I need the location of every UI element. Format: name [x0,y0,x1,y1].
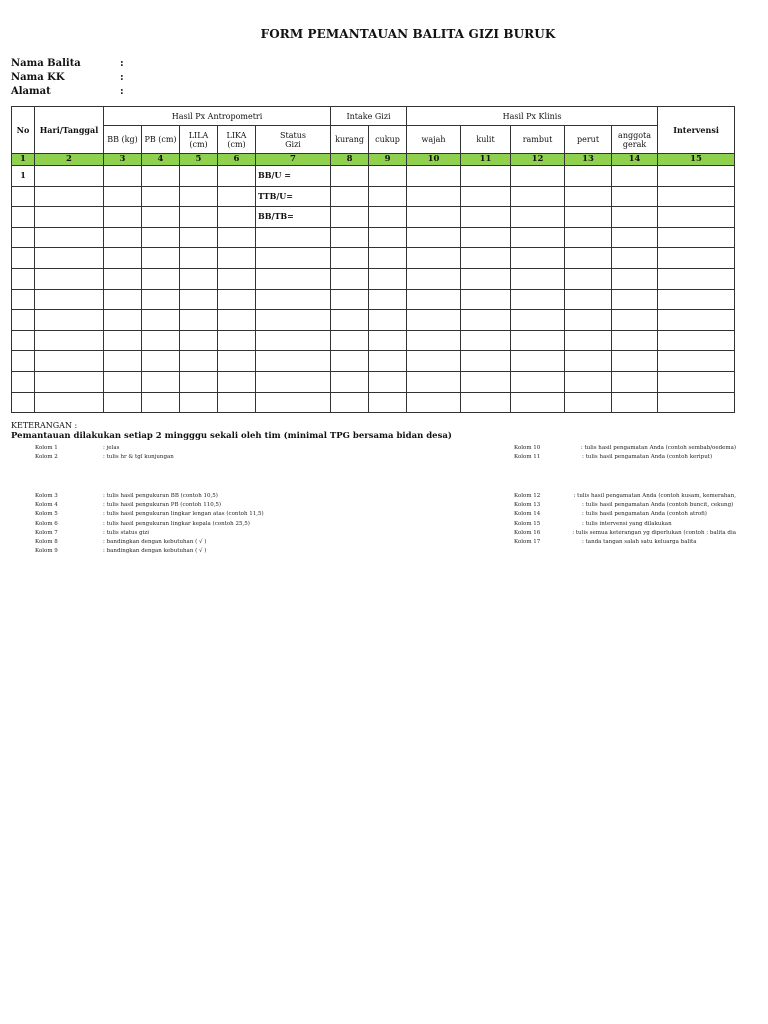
legend-value: : tulis semua keterangan yg diperlukan (contoh : balita dia [572,529,736,536]
legend-item [35,492,264,501]
header-intervensi: Intervensi [658,107,735,154]
legend-value: : tulis hasil pengukuran lingkar lengan atas (contoh 11,5) [103,511,264,518]
table-cell [35,392,104,413]
table-cell [658,227,735,248]
table-cell [218,392,256,413]
status-gizi-cell [256,289,331,310]
legend-item [35,501,264,510]
legend-item [514,529,736,538]
column-number: 5 [180,154,218,166]
table-cell [407,207,461,228]
legend-value: : tulis intervensi yang dilakukan [582,520,672,527]
table-cell [180,310,218,331]
table-row [12,186,735,207]
table-cell [511,227,565,248]
monitoring-table [11,106,735,413]
table-cell [461,330,511,351]
table-cell [35,166,104,187]
table-cell [565,330,612,351]
legend-item [514,444,736,453]
table-cell [565,166,612,187]
row-number-cell [12,207,35,228]
legend-key: Kolom 16 [514,529,541,536]
column-number: 15 [658,154,735,166]
legend-item [514,453,736,462]
table-cell [35,207,104,228]
table-cell [331,392,369,413]
table-cell [218,310,256,331]
table-cell [218,186,256,207]
legend-item [35,510,264,519]
table-cell [565,227,612,248]
table-cell [658,186,735,207]
table-cell [565,351,612,372]
table-cell [565,310,612,331]
table-cell [612,310,658,331]
column-number: 2 [35,154,104,166]
table-cell [180,371,218,392]
table-cell [369,227,407,248]
table-cell [511,207,565,228]
table-cell [612,330,658,351]
table-cell [35,227,104,248]
table-cell [180,392,218,413]
header-date: Hari/Tanggal [35,107,104,154]
keterangan-block [11,420,452,442]
table-cell [104,289,142,310]
table-cell [511,310,565,331]
row-number-cell [12,371,35,392]
table-cell [104,310,142,331]
table-cell [565,268,612,289]
legend-value: : tulis hasil pengamatan Anda (contoh kusam, kemerahan, [573,493,736,499]
table-cell [612,289,658,310]
table-cell [369,351,407,372]
table-body [12,166,735,413]
legend-left-top [35,444,174,462]
table-cell [407,330,461,351]
status-gizi-cell [256,330,331,351]
legend-item [35,453,174,462]
table-cell [565,371,612,392]
table-cell [142,227,180,248]
legend-value: : tanda tangan salah satu keluarga balita [582,539,697,546]
table-cell [658,289,735,310]
table-cell [218,268,256,289]
table-cell [331,330,369,351]
table-row [12,351,735,372]
legend-value: : bandingkan dengan kebutuhan ( √ ) [103,539,207,546]
status-gizi-cell [256,392,331,413]
table-cell [180,289,218,310]
table-cell [218,166,256,187]
row-number-cell [12,186,35,207]
status-gizi-cell [256,371,331,392]
legend-key: Kolom 14 [514,511,541,518]
table-cell [461,186,511,207]
status-gizi-cell [256,227,331,248]
legend-key: Kolom 10 [514,445,541,451]
table-cell [331,351,369,372]
legend-value: : jelas [103,445,120,451]
legend-key: Kolom 6 [35,520,58,527]
header-no: No [12,107,35,154]
legend-item [514,492,736,501]
legend-item [35,520,264,529]
identity-colon: : [120,58,124,69]
keterangan-heading: KETERANGAN : [11,421,78,430]
form-title: FORM PEMANTAUAN BALITA GIZI BURUK [260,27,556,41]
table-cell [658,371,735,392]
table-cell [369,371,407,392]
table-cell [142,268,180,289]
table-cell [658,392,735,413]
table-cell [565,392,612,413]
legend-item [35,529,264,538]
table-cell [658,310,735,331]
table-cell [407,227,461,248]
table-row [12,248,735,269]
legend-value: : tulis status gizi [103,529,150,536]
row-number-cell [12,310,35,331]
legend-key: Kolom 11 [514,454,541,461]
legend-key: Kolom 7 [35,529,58,536]
table-row [12,227,735,248]
table-cell [35,351,104,372]
table-cell [461,227,511,248]
column-number: 14 [612,154,658,166]
legend-right-bottom [514,492,736,547]
header-cukup: cukup [369,126,407,154]
table-cell [142,330,180,351]
legend-key: Kolom 1 [35,445,58,451]
table-cell [658,166,735,187]
legend-value: : tulis hasil pengamatan Anda (contoh buncit, cekung) [582,502,734,509]
table-cell [407,392,461,413]
legend-item [514,510,736,519]
legend-value: : tulis hasil pengamatan Anda (contoh atrofi) [582,511,707,518]
table-cell [612,186,658,207]
table-cell [104,248,142,269]
table-row [12,371,735,392]
table-cell [218,248,256,269]
table-cell [331,207,369,228]
table-cell [612,227,658,248]
header-row-columns [12,126,735,154]
identity-label: Nama KK [11,72,65,83]
table-cell [369,289,407,310]
table-cell [180,207,218,228]
table-cell [142,310,180,331]
table-cell [369,166,407,187]
header-intake: Intake Gizi [331,107,407,126]
column-number: 3 [104,154,142,166]
table-cell [180,351,218,372]
header-klinis: Hasil Px Klinis [407,107,658,126]
header-wajah: wajah [407,126,461,154]
identity-row-alamat [11,85,124,99]
table-cell [218,207,256,228]
table-cell [331,371,369,392]
identity-row-nama-kk [11,71,124,85]
table-cell [331,166,369,187]
table-cell [142,371,180,392]
table-cell [331,186,369,207]
table-cell [369,310,407,331]
column-number-row [12,154,735,166]
table-cell [331,248,369,269]
legend-key: Kolom 17 [514,539,541,546]
row-number-cell [12,392,35,413]
table-cell [369,207,407,228]
table-cell [331,227,369,248]
header-row-groups [12,107,735,126]
legend-key: Kolom 3 [35,493,58,499]
table-cell [180,330,218,351]
header-lika: LIKA (cm) [218,126,256,154]
table-cell [612,248,658,269]
header-bb: BB (kg) [104,126,142,154]
row-number-cell [12,289,35,310]
table-cell [511,371,565,392]
identity-block [11,57,124,99]
table-cell [658,351,735,372]
legend-key: Kolom 9 [35,548,58,555]
table-cell [511,330,565,351]
table-cell [612,207,658,228]
keterangan-note: Pemantauan dilakukan setiap 2 mingggu sekali oleh tim (minimal TPG bersama bidan desa) [11,431,452,441]
table-cell [461,166,511,187]
row-number-cell [12,268,35,289]
table-cell [218,351,256,372]
legend-item [514,538,736,547]
legend-value: : tulis hasil pengukuran BB (contoh 10,5) [103,493,218,499]
table-cell [511,392,565,413]
table-cell [461,248,511,269]
legend-item [35,538,264,547]
status-gizi-cell [256,248,331,269]
table-cell [35,330,104,351]
table-cell [407,166,461,187]
table-cell [218,330,256,351]
table-cell [461,351,511,372]
table-cell [658,207,735,228]
table-cell [407,351,461,372]
table-cell [407,371,461,392]
header-antropometri: Hasil Px Antropometri [104,107,331,126]
table-row [12,207,735,228]
table-cell [104,186,142,207]
row-number-cell [12,227,35,248]
table-cell [612,268,658,289]
table-cell [612,166,658,187]
legend-value: : tulis hr & tgl kunjungan [103,454,174,461]
row-number-cell [12,351,35,372]
table-cell [658,248,735,269]
status-gizi-cell: BB/TB= [256,207,331,228]
table-cell [511,351,565,372]
table-cell [511,166,565,187]
column-number: 4 [142,154,180,166]
table-cell [104,371,142,392]
column-number: 7 [256,154,331,166]
table-cell [565,186,612,207]
table-cell [511,248,565,269]
table-cell [331,289,369,310]
legend-key: Kolom 4 [35,502,58,509]
table-cell [142,186,180,207]
identity-row-nama-balita [11,57,124,71]
legend-value: : bandingkan dengan kebutuhan ( √ ) [103,548,207,555]
table-cell [461,289,511,310]
table-cell [369,248,407,269]
table-cell [331,310,369,331]
header-kurang: kurang [331,126,369,154]
table-cell [511,289,565,310]
legend-item [514,520,736,529]
table-cell [369,330,407,351]
legend-item [35,444,174,453]
table-cell [565,248,612,269]
identity-colon: : [120,72,124,83]
table-cell [104,392,142,413]
identity-label: Nama Balita [11,58,81,69]
header-lila: LILA (cm) [180,126,218,154]
table-cell [612,371,658,392]
legend-key: Kolom 8 [35,539,58,546]
table-row [12,289,735,310]
legend-key: Kolom 5 [35,511,58,518]
table-cell [142,207,180,228]
table-cell [35,310,104,331]
table-cell [35,289,104,310]
table-cell [461,371,511,392]
header-perut: perut [565,126,612,154]
column-number: 6 [218,154,256,166]
table-cell [369,186,407,207]
table-cell [331,268,369,289]
table-cell [407,310,461,331]
legend-value: : tulis hasil pengamatan Anda (contoh keriput) [582,454,713,461]
legend-item [514,501,736,510]
table-cell [142,289,180,310]
legend-key: Kolom 15 [514,520,541,527]
table-cell [461,207,511,228]
table-row [12,330,735,351]
table-cell [565,289,612,310]
column-number: 1 [12,154,35,166]
table-cell [461,310,511,331]
table-cell [658,268,735,289]
table-cell [35,248,104,269]
table-cell [104,330,142,351]
legend-item [35,547,264,556]
table-cell [142,351,180,372]
table-cell [180,186,218,207]
header-status: Status Gizi [256,126,331,154]
header-anggota-gerak: anggota gerak [612,126,658,154]
column-number: 12 [511,154,565,166]
table-row [12,310,735,331]
table-cell [612,392,658,413]
column-number: 8 [331,154,369,166]
table-cell [180,268,218,289]
table-cell [369,392,407,413]
legend-value: : tulis hasil pengamatan Anda (contoh sembab/oedema) [580,445,736,451]
table-row [12,166,735,187]
table-cell [104,207,142,228]
table-cell [180,248,218,269]
table-row [12,392,735,413]
table-cell [180,166,218,187]
table-cell [511,186,565,207]
table-row [12,268,735,289]
row-number-cell [12,330,35,351]
table-cell [104,166,142,187]
table-cell [35,371,104,392]
legend-key: Kolom 12 [514,493,541,499]
table-cell [407,268,461,289]
identity-label: Alamat [11,86,51,97]
legend-left-bottom [35,492,264,556]
table-cell [407,186,461,207]
legend-value: : tulis hasil pengukuran PB (contoh 110,5) [103,502,222,509]
column-number: 10 [407,154,461,166]
status-gizi-cell [256,351,331,372]
table-cell [104,227,142,248]
table-cell [511,268,565,289]
table-cell [218,371,256,392]
status-gizi-cell: BB/U = [256,166,331,187]
table-cell [407,289,461,310]
table-cell [461,268,511,289]
legend-key: Kolom 2 [35,454,58,461]
header-pb: PB (cm) [142,126,180,154]
table-cell [142,392,180,413]
table-cell [142,166,180,187]
legend-right-top [514,444,736,462]
status-gizi-cell [256,268,331,289]
row-number-cell: 1 [12,166,35,187]
status-gizi-cell: TTB/U= [256,186,331,207]
column-number: 11 [461,154,511,166]
column-number: 9 [369,154,407,166]
header-kulit: kulit [461,126,511,154]
column-number: 13 [565,154,612,166]
table-cell [461,392,511,413]
row-number-cell [12,248,35,269]
table-cell [612,351,658,372]
identity-colon: : [120,86,124,97]
table-cell [218,289,256,310]
table-cell [104,351,142,372]
table-cell [218,227,256,248]
table-cell [369,268,407,289]
table-cell [407,248,461,269]
table-cell [35,186,104,207]
table-cell [565,207,612,228]
legend-value: : tulis hasil pengukuran lingkar kepala (contoh 25,5) [103,520,250,527]
table-cell [658,330,735,351]
header-rambut: rambut [511,126,565,154]
table-cell [104,268,142,289]
legend-key: Kolom 13 [514,502,541,509]
table-cell [180,227,218,248]
table-cell [35,268,104,289]
status-gizi-cell [256,310,331,331]
table-cell [142,248,180,269]
